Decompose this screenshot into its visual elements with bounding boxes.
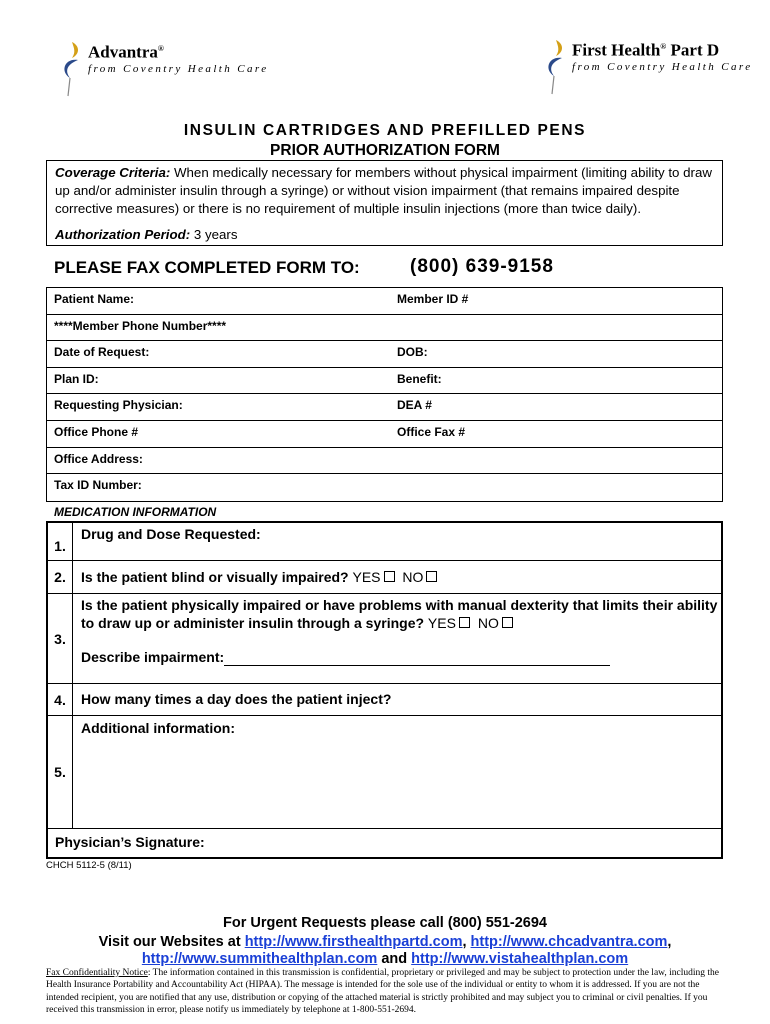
injections-per-day-question: How many times a day does the patient inject? [81,691,392,707]
medication-header: MEDICATION INFORMATION [54,505,217,519]
no-checkbox[interactable] [502,617,513,628]
yes-checkbox[interactable] [384,571,395,582]
field-row[interactable] [47,368,722,395]
benefit-label: Benefit: [397,371,442,386]
dea-label: DEA # [397,398,432,413]
fax-label: PLEASE FAX COMPLETED FORM TO: [54,258,360,277]
websites-line-2 [0,949,770,969]
question-number: 2. [48,561,73,593]
question-number: 1. [48,523,73,560]
member-phone-label: ****Member Phone Number**** [54,318,227,333]
physically-impaired-question: Is the patient physically impaired or have problems with manual dexterity that limits their ability to draw up or administer insulin through a syringe? [81,597,718,631]
question-row[interactable] [48,523,721,561]
question-row[interactable] [48,684,721,716]
form-number: CHCH 5112-5 (8/11) [46,860,132,871]
tax-id-label: Tax ID Number: [54,478,142,493]
link-chcadvantra[interactable]: http://www.chcadvantra.com [470,934,668,950]
confidentiality-label: Fax Confidentiality Notice [46,968,148,978]
question-number: 3. [48,594,73,683]
field-row[interactable] [47,288,722,315]
coverage-box [46,160,723,246]
field-row[interactable] [47,474,722,501]
field-row[interactable] [47,341,722,368]
link-summithealthplan[interactable]: http://www.summithealthplan.com [141,951,378,967]
first-health-logo [542,38,752,94]
visually-impaired-question: Is the patient blind or visually impaired? [81,569,349,585]
plan-id-label: Plan ID: [54,371,99,386]
patient-name-label: Patient Name: [54,292,135,306]
office-fax-label: Office Fax # [397,424,466,439]
first-health-tagline: from Coventry Health Care [572,60,753,73]
describe-impairment-label: Describe impairment: [81,649,225,665]
field-row[interactable] [47,315,722,342]
fax-number: (800) 639-9158 [410,256,554,277]
visit-label: Visit our Websites at [98,934,245,950]
link-vistahealthplan[interactable]: http://www.vistahealthplan.com [411,951,629,967]
patient-info-table [46,287,723,502]
question-number: 5. [48,716,73,828]
and-label: and [377,951,412,967]
field-row[interactable] [47,394,722,421]
question-number: 4. [48,684,73,715]
coverage-text: When medically necessary for members without physical impairment (limiting ability to draw up and/or administer insulin through a syringe) or without vision impairment (that remains impaired despite corrective measures) or there is no requirement of multiple insulin injections (more than twice daily). [55,165,712,216]
websites-line: Visit our Websites at http://www.firsthealthpartd.com, http://www.chcadvantra.com, [98,934,672,950]
field-row[interactable] [47,448,722,475]
confidentiality-text: : The information contained in this transmission is confidential, proprietary or privileged and may be subject to protection under the law, including the Health Insurance Portability and Accountability Act (HIPAA). The message is intended for the sole use of the individual or entity to whom it is addressed. If you are not the intended recipient, you are notified that any use, distribution or copying of the attached material is strictly prohibited and may subject you to criminal or civil penalties. If you received this transmission in error, please notify us immediately by telephone at 1-800-551-2694. [46,968,720,1015]
signature-row[interactable] [48,829,721,857]
drug-dose-label: Drug and Dose Requested: [81,526,261,542]
office-address-label: Office Address: [54,451,143,466]
link-firsthealthpartd[interactable]: http://www.firsthealthpartd.com [244,934,463,950]
yes-checkbox[interactable] [459,617,470,628]
urgent-requests: For Urgent Requests please call (800) 551-2694 [223,915,547,931]
form-subtitle: PRIOR AUTHORIZATION FORM [270,142,500,159]
describe-impairment-line[interactable] [224,652,610,666]
coverage-label: Coverage Criteria: [55,165,171,180]
registered-mark: ® [157,44,164,53]
confidentiality-notice [46,967,726,1016]
member-id-label: Member ID # [397,292,469,306]
auth-period-label: Authorization Period: [55,227,191,242]
first-health-name: First Health [572,40,661,60]
field-row[interactable] [47,421,722,448]
question-row [48,594,721,684]
no-label: NO [477,615,499,631]
yes-label: YES [427,615,456,631]
auth-period-value: 3 years [190,227,238,242]
yes-label: YES [352,569,381,585]
advantra-name: Advantra [88,42,158,62]
advantra-tagline: from Coventry Health Care [88,62,269,75]
form-title: INSULIN CARTRIDGES AND PREFILLED PENS [183,122,587,139]
registered-mark: ® [660,42,667,51]
medication-table [46,521,723,859]
question-row[interactable] [48,716,721,829]
requesting-physician-label: Requesting Physician: [54,398,183,413]
advantra-logo [58,40,268,96]
question-row [48,561,721,594]
additional-info-label: Additional information: [81,720,235,736]
part-d-name: Part D [666,40,720,60]
no-checkbox[interactable] [426,571,437,582]
physician-signature-label: Physician’s Signature: [55,834,205,850]
date-of-request-label: Date of Request: [54,345,150,360]
flame-logo-icon [542,38,568,94]
flame-logo-icon [58,40,84,96]
no-label: NO [402,569,424,585]
dob-label: DOB: [397,345,428,360]
office-phone-label: Office Phone # [54,424,139,439]
